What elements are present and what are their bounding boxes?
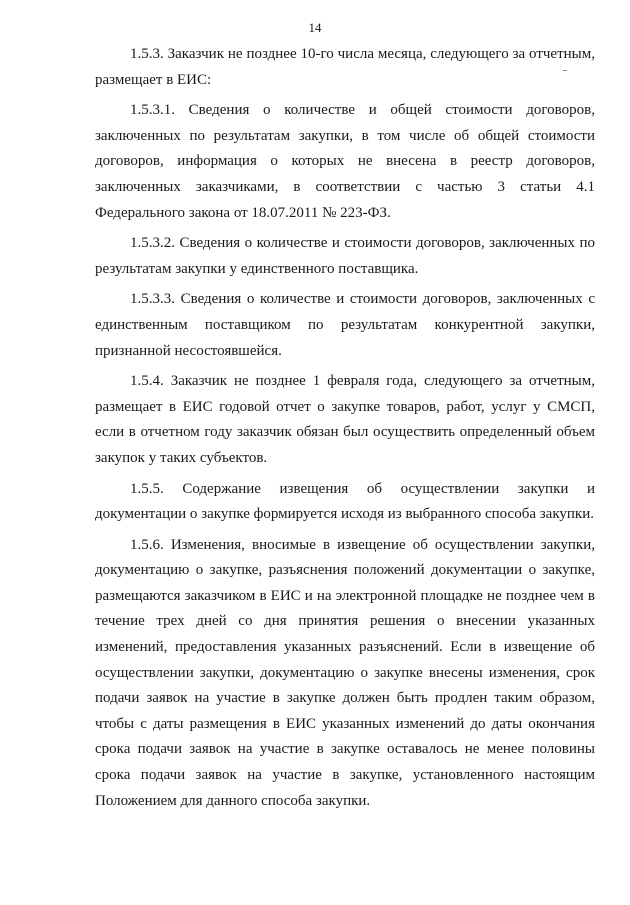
paragraph-1-5-3: 1.5.3. Заказчик не позднее 10-го числа месяца, следующего за отчетным, размещает в ЕИС: — [95, 46, 595, 88]
paragraph-1-5-4: 1.5.4. Заказчик не позднее 1 февраля года, следующего за отчетным, размещает в ЕИС годовой отчет о закупке товаров, работ, услуг у СМСП, если в отчетном году заказчик обязан был осуществить определенный объем закупок у таких субъектов. — [95, 373, 595, 466]
paragraph-1-5-5: 1.5.5. Содержание извещения об осуществлении закупки и документации о закупке формируется исходя из выбранного способа закупки. — [95, 480, 595, 523]
paragraph-1-5-3-3: 1.5.3.3. Сведения о количестве и стоимости договоров, заключенных с единственным поставщиком по результатам конкурентной закупки, признанной несостоявшейся. — [95, 291, 595, 359]
paragraph-1-5-3-2: 1.5.3.2. Сведения о количестве и стоимости договоров, заключенных по результатам закупки у единственного поставщика. — [95, 235, 595, 277]
page-number: 14 — [308, 20, 322, 35]
document-body — [95, 42, 595, 819]
paragraph-1-5-6: 1.5.6. Изменения, вносимые в извещение об осуществлении закупки, документацию о закупке, разъяснения положений документации о закупке, размещаются заказчиком в ЕИС и на электронной площадке не позднее чем в течение трех дней со дня принятия решения о внесении указанных изменений, предоставления указанных разъяснений. Если в извещение об осуществлении закупки, документацию о закупке внесены изменения, срок подачи заявок на участие в закупке должен быть продлен таким образом, чтобы с даты размещения в ЕИС указанных изменений до даты окончания срока подачи заявок на участие в закупке оставалось не менее половины срока подачи заявок на участие в закупке, установленного настоящим Положением для данного способа закупки. — [95, 536, 595, 809]
paragraph-1-5-3-1: 1.5.3.1. Сведения о количестве и общей стоимости договоров, заключенных по результатам закупки, в том числе об общей стоимости договоров, информация о которых не внесена в реестр договоров, заключенных заказчиками, в соответствии с частью 3 статьи 4.1 Федерального закона от 18.07.2011 № 223-ФЗ. — [95, 102, 595, 221]
